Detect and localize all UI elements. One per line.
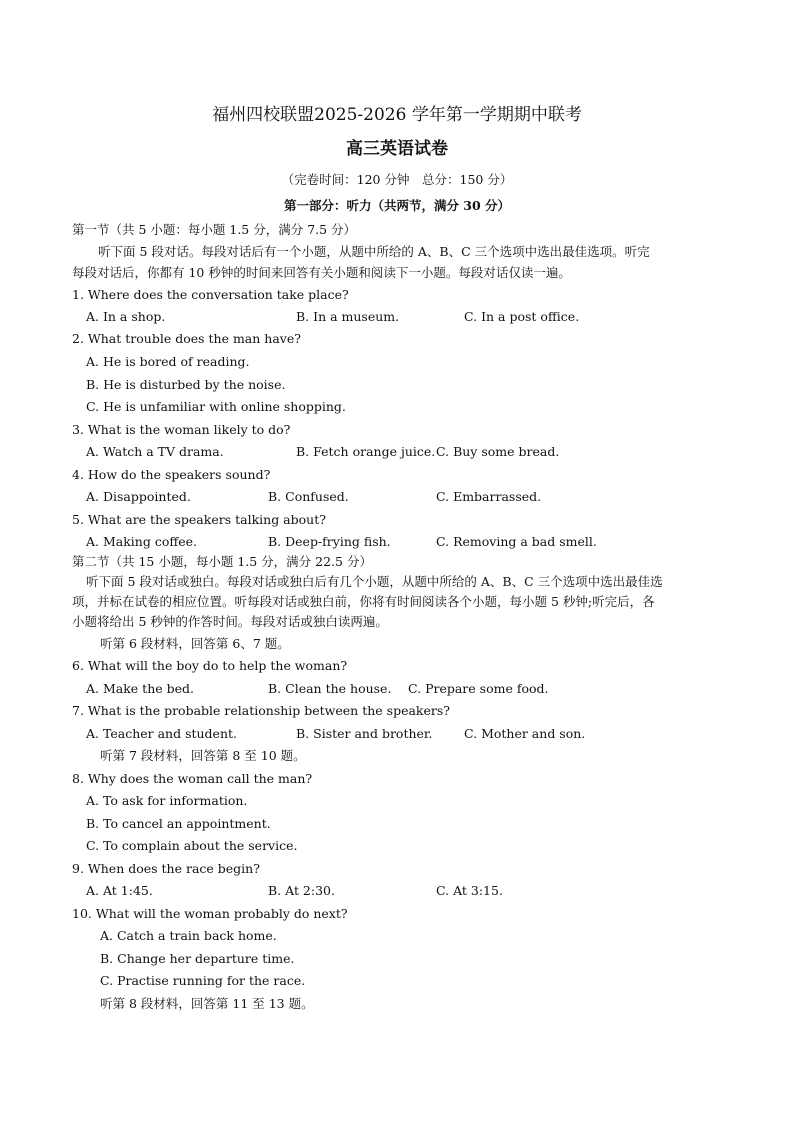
question-6-option-a: A. Make the bed. [86,681,194,696]
question-2-stem: 2. What trouble does the man have? [72,331,301,346]
question-6-option-b: B. Clean the house. [268,681,392,696]
part-heading: 第一部分：听力（共两节，满分 30 分） [283,198,511,213]
question-9-option-b: B. At 2:30. [268,883,335,898]
question-1-option-c: C. In a post office. [464,309,580,324]
exam-subtitle: 高三英语试卷 [346,139,448,159]
material-8-note: 听第 8 段材料，回答第 11 至 13 题。 [100,996,314,1011]
question-10-option-b: B. Change her departure time. [100,951,295,966]
question-7-stem: 7. What is the probable relationship between the speakers? [72,703,450,718]
question-3-stem: 3. What is the woman likely to do? [72,422,291,437]
question-1-option-b: B. In a museum. [296,309,400,324]
question-5-option-b: B. Deep-frying fish. [268,534,391,549]
question-5-option-c: C. Removing a bad smell. [436,534,597,549]
exam-meta: （完卷时间：120 分钟 总分：150 分） [281,172,513,187]
section1-instructions-line2: 每段对话后，你都有 10 秒钟的时间来回答有关小题和阅读下一小题。每段对话仅读一遍。 [72,265,571,280]
section1-instructions-line1: 听下面 5 段对话。每段对话后有一个小题，从题中所给的 A、B、C 三个选项中选出最佳选项。听完 [98,244,650,259]
question-6-option-c: C. Prepare some food. [408,681,549,696]
question-8-option-a: A. To ask for information. [86,793,248,808]
question-5-stem: 5. What are the speakers talking about? [72,512,326,527]
material-7-note: 听第 7 段材料，回答第 8 至 10 题。 [100,748,306,763]
question-3-option-c: C. Buy some bread. [436,444,560,459]
section2-instructions-line2: 项，并标在试卷的相应位置。听每段对话或独白前，你将有时间阅读各个小题，每小题 5 秒钟;听完后，各 [72,594,655,609]
question-7-option-c: C. Mother and son. [464,726,586,741]
question-10-stem: 10. What will the woman probably do next? [72,906,348,921]
question-3-option-b: B. Fetch orange juice. [296,444,436,459]
question-2-option-b: B. He is disturbed by the noise. [86,377,286,392]
question-7-option-b: B. Sister and brother. [296,726,433,741]
question-10-option-c: C. Practise running for the race. [100,973,306,988]
question-2-option-c: C. He is unfamiliar with online shopping. [86,399,346,414]
question-4-stem: 4. How do the speakers sound? [72,467,271,482]
question-3-option-a: A. Watch a TV drama. [86,444,224,459]
question-9-stem: 9. When does the race begin? [72,861,260,876]
question-5-option-a: A. Making coffee. [86,534,197,549]
question-4-option-a: A. Disappointed. [86,489,191,504]
section2-heading: 第二节（共 15 小题，每小题 1.5 分，满分 22.5 分） [72,554,372,569]
question-8-option-c: C. To complain about the service. [86,838,298,853]
question-2-option-a: A. He is bored of reading. [86,354,250,369]
question-8-option-b: B. To cancel an appointment. [86,816,271,831]
question-4-option-c: C. Embarrassed. [436,489,542,504]
material-6-note: 听第 6 段材料，回答第 6、7 题。 [100,636,290,651]
question-9-option-a: A. At 1:45. [86,883,153,898]
question-4-option-b: B. Confused. [268,489,349,504]
section2-instructions-line3: 小题将给出 5 秒钟的作答时间。每段对话或独白读两遍。 [72,614,388,629]
exam-title: 福州四校联盟2025-2026 学年第一学期期中联考 [212,105,582,125]
section1-heading: 第一节（共 5 小题：每小题 1.5 分，满分 7.5 分） [72,222,357,237]
question-1-stem: 1. Where does the conversation take place? [72,287,349,302]
question-6-stem: 6. What will the boy do to help the woman? [72,658,348,673]
section2-instructions-line1: 听下面 5 段对话或独白。每段对话或独白后有几个小题，从题中所给的 A、B、C 三个选项中选出最佳选 [86,574,663,589]
question-9-option-c: C. At 3:15. [436,883,503,898]
question-10-option-a: A. Catch a train back home. [100,928,277,943]
question-7-option-a: A. Teacher and student. [86,726,238,741]
question-1-option-a: A. In a shop. [86,309,166,324]
question-8-stem: 8. Why does the woman call the man? [72,771,313,786]
